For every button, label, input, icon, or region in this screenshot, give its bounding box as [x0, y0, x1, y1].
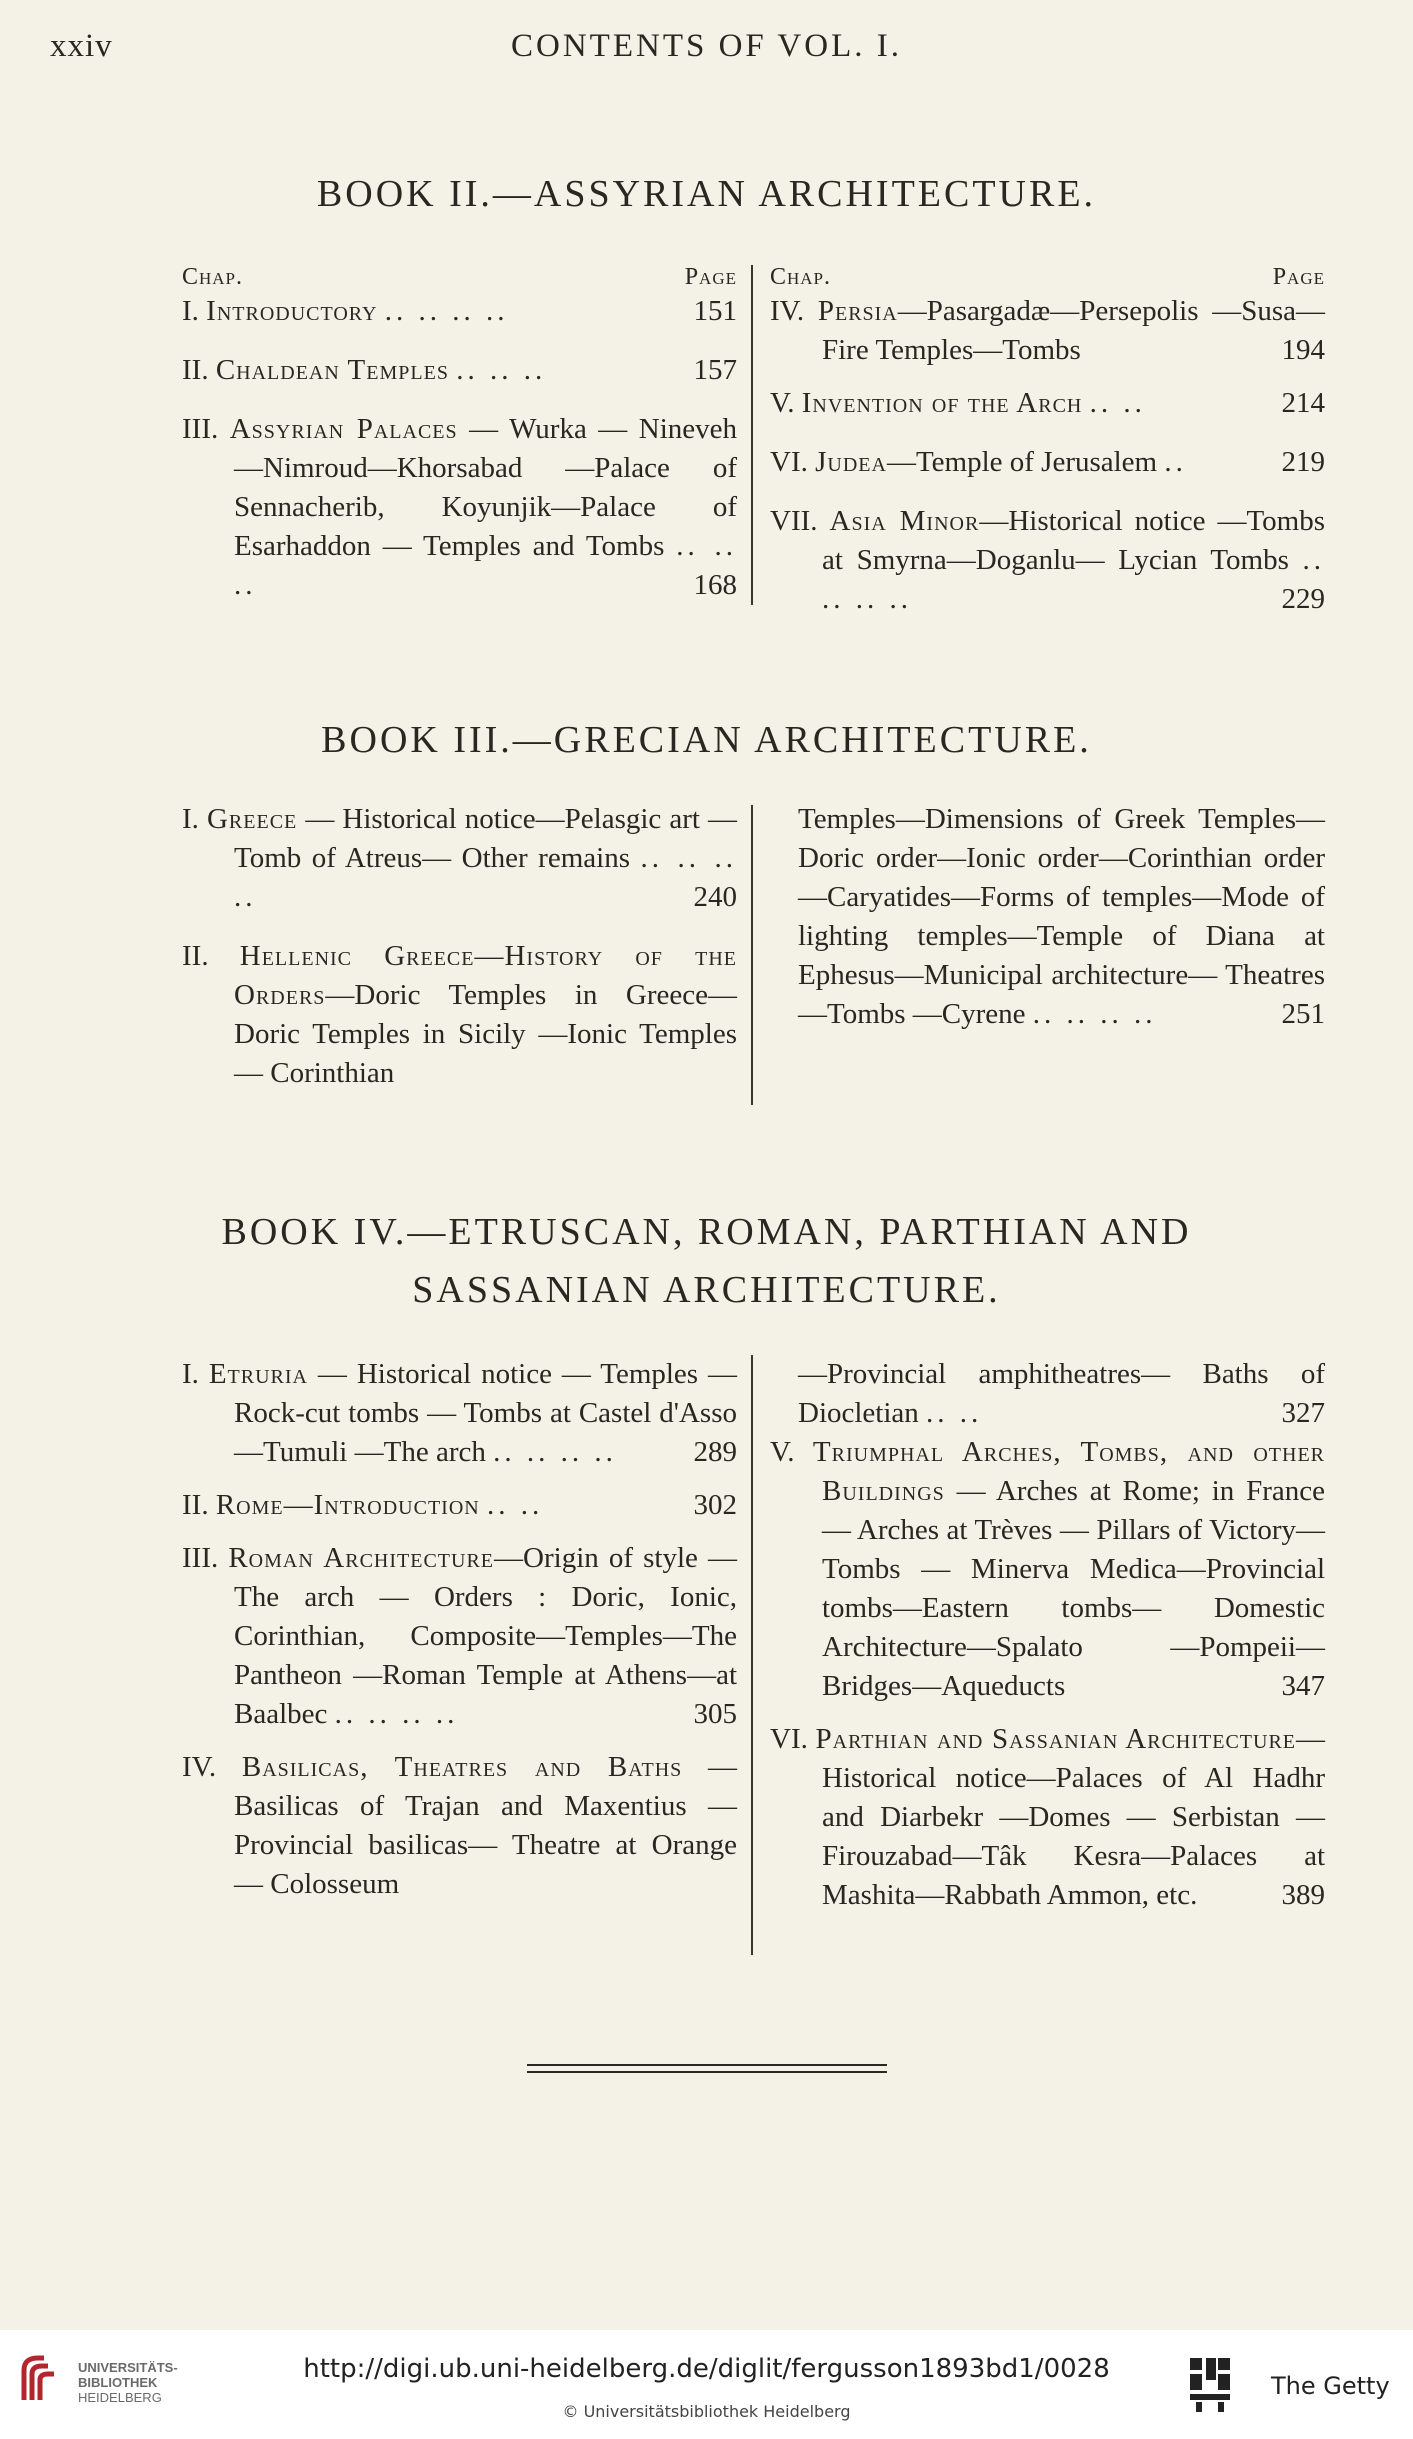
- page-number: 347: [1281, 1670, 1325, 1702]
- page-number: 151: [693, 295, 737, 327]
- book4-column-divider: [751, 1355, 753, 1955]
- toc-entry: IV. Basilicas, Theatres and Baths —Basilicas of Trajan and Maxentius — Provincial basilicas— Theatre at Orange — Colosseum: [182, 1751, 738, 1900]
- toc-entry: II. Rome—Introduction .. .. 302: [182, 1486, 737, 1525]
- toc-entry: II. Hellenic Greece—History of the Orders—Doric Temples in Greece—Doric Temples in Sicily —Ionic Temples — Corinthian: [182, 940, 737, 1089]
- permalink-url[interactable]: http://digi.ub.uni-heidelberg.de/diglit/fergusson1893bd1/0028: [303, 2354, 1110, 2384]
- book2-column-divider: [751, 265, 753, 605]
- book2-left-column: [182, 262, 737, 605]
- book4-title-line2: SASSANIAN ARCHITECTURE.: [412, 1269, 1001, 1311]
- page-number: 251: [1281, 998, 1325, 1030]
- toc-entry: I. Etruria — Historical notice — Temples — Rock-cut tombs — Tombs at Castel d'Asso—Tumuli —The arch .. .. .. .. 289: [182, 1355, 737, 1472]
- copyright-notice: © Universitätsbibliothek Heidelberg: [562, 2402, 851, 2421]
- footer-bar: [0, 2330, 1413, 2439]
- page-number: 302: [693, 1489, 737, 1521]
- end-rule: [527, 2064, 887, 2066]
- toc-entry: V. Triumphal Arches, Tombs, and other Buildings — Arches at Rome; in France — Arches at Trèves — Pillars of Victory— Tombs — Minerva Medica—Provincial tombs—Eastern tombs— Domestic Architecture—Spalato —Pompeii—Bridges—Aqueducts 347: [770, 1433, 1325, 1706]
- page-number: 219: [1281, 446, 1325, 478]
- page-number: 194: [1281, 334, 1325, 366]
- toc-entry: V. Invention of the Arch .. .. 214: [770, 384, 1325, 423]
- toc-entry: VI. Judea—Temple of Jerusalem .. 219: [770, 443, 1325, 482]
- page-number: 240: [693, 881, 737, 913]
- page-number: 168: [693, 569, 737, 601]
- book4-title-line1: BOOK IV.—ETRUSCAN, ROMAN, PARTHIAN AND: [221, 1211, 1192, 1253]
- ub-heidelberg-wordmark: UNIVERSITÄTS- BIBLIOTHEK HEIDELBERG: [78, 2360, 178, 2405]
- book3-left-column: [182, 800, 737, 1093]
- toc-entry-continued: —Provincial amphitheatres— Baths of Diocletian .. .. 327: [770, 1355, 1325, 1433]
- folio: xxiv: [50, 28, 113, 64]
- toc-entry: IV. Persia—Pasargadæ—Persepolis —Susa—Fire Temples—Tombs 194: [770, 292, 1325, 370]
- toc-entry: I. Introductory .. .. .. .. 151: [182, 292, 737, 331]
- page-number: 289: [693, 1436, 737, 1468]
- toc-entry: VI. Parthian and Sassanian Architecture—Historical notice—Palaces of Al Hadhr and Diarbekr —Domes — Serbistan — Firouzabad—Tâk Kesra—Palaces at Mashita—Rabbath Ammon, etc. 389: [770, 1720, 1325, 1915]
- getty-logo-icon: [1188, 2354, 1232, 2414]
- page-number: 327: [1281, 1397, 1325, 1429]
- getty-wordmark: The Getty: [1271, 2372, 1390, 2400]
- book2-title: BOOK II.—ASSYRIAN ARCHITECTURE.: [316, 173, 1097, 215]
- end-rule: [527, 2071, 887, 2073]
- toc-entry-continued: Temples—Dimensions of Greek Temples—Doric order—Ionic order—Corinthian order—Caryatides—Forms of temples—Mode of lighting temples—Temple of Diana at Ephesus—Municipal architecture— Theatres—Tombs —Cyrene .. .. .. .. 251: [770, 800, 1325, 1034]
- page-header: [0, 28, 1413, 72]
- page-number: 305: [693, 1698, 737, 1730]
- book2-right-column: [770, 262, 1325, 619]
- toc-entry: III. Assyrian Palaces — Wurka — Nineveh—Nimroud—Khorsabad —Palace of Sennacherib, Koyunjik—Palace of Esarhaddon — Temples and Tombs .. .. .. 168: [182, 410, 737, 605]
- book3-right-column: [770, 800, 1325, 1034]
- toc-entry: I. Greece — Historical notice—Pelasgic art — Tomb of Atreus— Other remains .. .. .. .. 240: [182, 800, 737, 917]
- page-number: 229: [1281, 583, 1325, 615]
- book4-right-column: [770, 1355, 1325, 1915]
- book3-title: BOOK III.—GRECIAN ARCHITECTURE.: [321, 719, 1092, 761]
- book4-left-column: [182, 1355, 737, 1904]
- toc-entry: III. Roman Architecture—Origin of style — The arch — Orders : Doric, Ionic, Corinthian, Composite—Temples—The Pantheon —Roman Temple at Athens—at Baalbec .. .. .. .. 305: [182, 1539, 737, 1734]
- running-head: CONTENTS OF VOL. I.: [511, 28, 902, 64]
- page-number: 157: [693, 354, 737, 386]
- chap-label: Chap.: [770, 264, 832, 290]
- page-number: 214: [1281, 387, 1325, 419]
- page-label: Page: [684, 264, 737, 290]
- toc-entry: VII. Asia Minor—Historical notice —Tombs at Smyrna—Doganlu— Lycian Tombs .. .. .. .. 229: [770, 502, 1325, 619]
- toc-entry: II. Chaldean Temples .. .. .. 157: [182, 351, 737, 390]
- page-number: 389: [1281, 1879, 1325, 1911]
- page-label: Page: [1272, 264, 1325, 290]
- column-head: [182, 262, 737, 292]
- book3-column-divider: [751, 805, 753, 1105]
- chap-label: Chap.: [182, 264, 244, 290]
- column-head: [770, 262, 1325, 292]
